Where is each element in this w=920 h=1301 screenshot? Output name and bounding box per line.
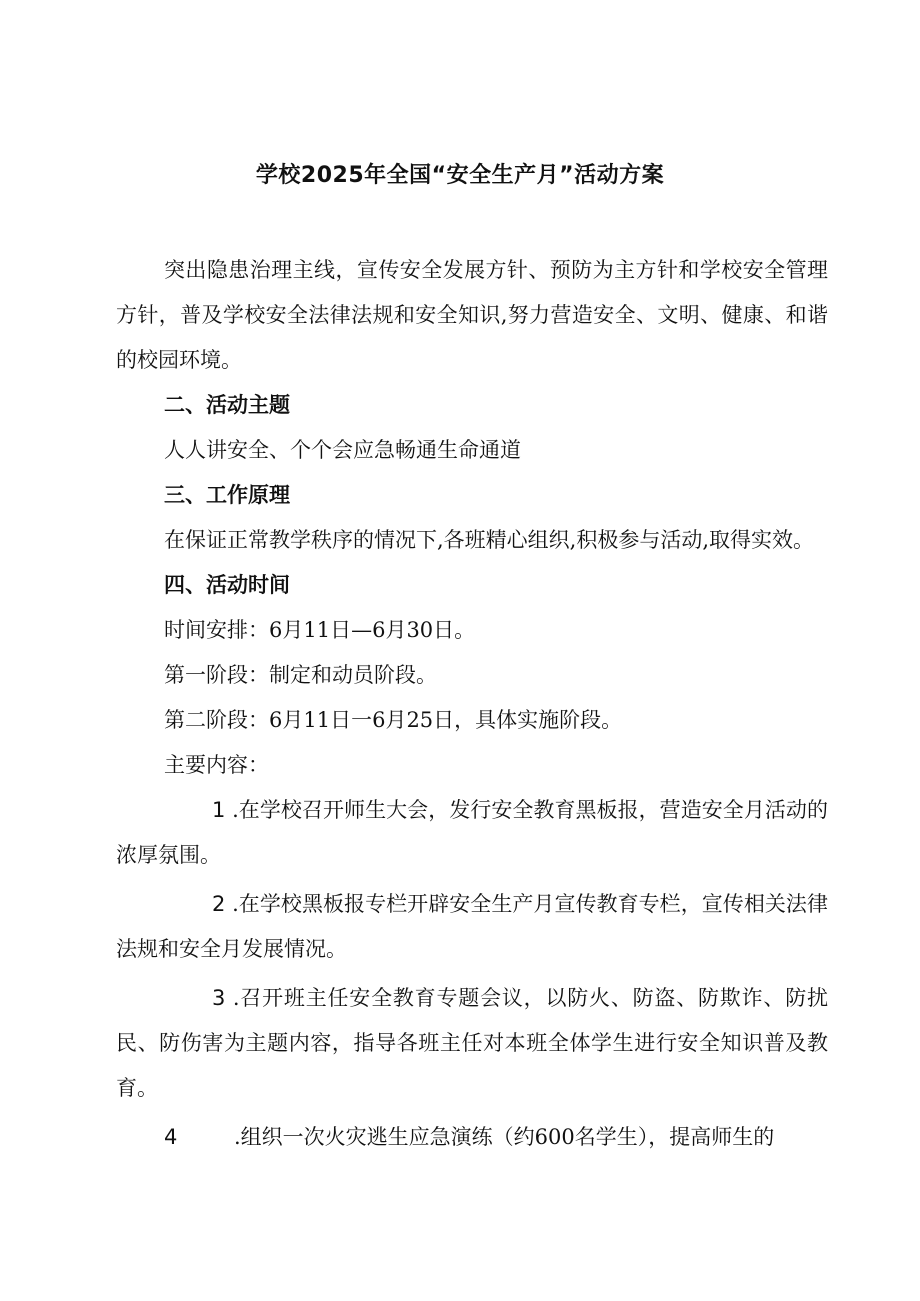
phase-one: 第一阶段：制定和动员阶段。: [164, 663, 437, 687]
principle-text: 在保证正常教学秩序的情况下,各班精心组织,积极参与活动,取得实效。: [164, 528, 815, 552]
theme-text: 人人讲安全、个个会应急畅通生命通道: [164, 438, 521, 462]
list-item-number: 2: [212, 892, 226, 916]
phase-two: 第二阶段：6月11日一6月25日，具体实施阶段。: [164, 708, 623, 732]
list-item-text: .组织一次火灾逃生应急演练（约600名学生），提高师生的: [234, 1125, 775, 1149]
list-item-number: 3: [212, 986, 226, 1010]
time-schedule: 时间安排：6月11日—6月30日。: [164, 618, 476, 642]
section-heading-theme: 二、活动主题: [164, 393, 290, 417]
list-item-text: .在学校黑板报专栏开辟安全生产月宣传教育专栏，宣传相关法律法规和安全月发展情况。: [116, 892, 828, 961]
document-body: [116, 248, 828, 1164]
list-item-number: 4: [164, 1125, 178, 1149]
list-item-text: .在学校召开师生大会，发行安全教育黑板报，营造安全月活动的浓厚氛围。: [116, 798, 828, 867]
list-item: [116, 882, 828, 972]
section-heading-time: 四、活动时间: [164, 573, 290, 597]
list-item-number: 1: [212, 798, 226, 822]
document-title: 学校2025年全国“安全生产月”活动方案: [255, 163, 665, 188]
list-item: [116, 788, 828, 878]
intro-paragraph: 突出隐患治理主线，宣传安全发展方针、预防为主方针和学校安全管理方针，普及学校安全法律法规和安全知识,努力营造安全、文明、健康、和谐的校园环境。: [116, 258, 828, 372]
list-item-text: .召开班主任安全教育专题会议，以防火、防盗、防欺诈、防扰民、防伤害为主题内容，指导各班主任对本班全体学生进行安全知识普及教育。: [116, 986, 828, 1100]
main-content-label: 主要内容：: [164, 753, 269, 777]
list-item: [116, 1115, 828, 1160]
section-heading-principle: 三、工作原理: [164, 483, 290, 507]
list-item: [116, 976, 828, 1111]
